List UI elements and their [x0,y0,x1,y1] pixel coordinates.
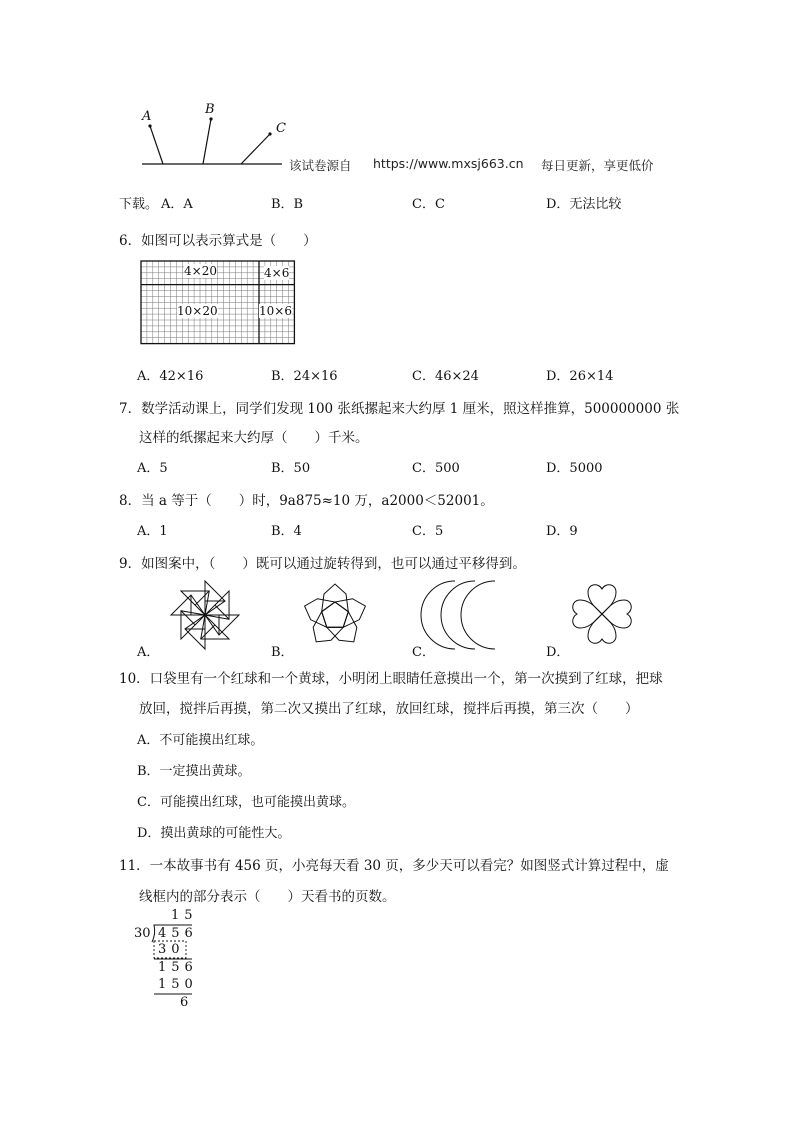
division-step1: 30 [158,942,185,957]
q9-option-c[interactable]: C． [412,645,435,660]
q8-option-d[interactable]: D．9 [546,524,578,539]
q11-line1: 11．一本故事书有 456 页，小亮每天看 30 页，多少天可以看完？如图竖式计算过程中，虚 [119,858,669,874]
q5-option-c[interactable]: C．C [412,197,445,212]
q11-line2: 线框内的部分表示（ ）天看书的页数。 [139,889,396,905]
q9-stem: 9．如图案中，（ ）既可以通过旋转得到，也可以通过平移得到。 [119,556,526,572]
division-step2: 156 [158,960,198,975]
crescents-figure [427,575,517,655]
watermark-prefix: 该试卷源自 [289,158,352,173]
angle-label-c: C [276,121,286,136]
hearts-figure [557,574,647,654]
q8-option-b[interactable]: B．4 [271,524,302,539]
q9-option-b[interactable]: B． [271,645,294,660]
q6-stem: 6．如图可以表示算式是（ ） [119,233,317,249]
q10-option-a[interactable]: A．不可能摸出红球。 [137,733,264,748]
q10-option-c[interactable]: C．可能摸出红球，也可能摸出黄球。 [137,795,355,810]
q6-option-d[interactable]: D．26×14 [546,369,614,384]
watermark-url[interactable]: https://www.mxsj663.cn [373,156,524,171]
division-step3: 150 [158,977,198,992]
pentagon-flower-figure [290,575,380,655]
q7-option-c[interactable]: C．500 [412,461,460,476]
q10-line1: 10．口袋里有一个红球和一个黄球，小明闭上眼睛任意摸出一个，第一次摸到了红球，把球 [119,671,663,687]
grid-label-4x6: 4×6 [264,266,290,280]
pinwheel-figure [160,575,250,655]
q5-option-a[interactable]: A．A [161,197,193,212]
q9-option-d[interactable]: D． [546,645,570,660]
watermark-suffix: 每日更新，享更低价 [541,158,654,173]
grid-label-10x6: 10×6 [259,304,292,318]
q7-option-a[interactable]: A．5 [137,461,168,476]
angle-label-b: B [205,102,215,117]
q7-line1: 7．数学活动课上，同学们发现 100 张纸摞起来大约厚 1 厘米，照这样推算，500000000 张 [119,401,680,417]
q5-lead: 下载。 [119,197,159,212]
q10-option-b[interactable]: B．一定摸出黄球。 [137,764,251,779]
q9-option-a[interactable]: A． [137,645,160,660]
q7-option-b[interactable]: B．50 [271,461,311,476]
q6-option-a[interactable]: A．42×16 [137,369,204,384]
q5-option-b[interactable]: B．B [271,197,304,212]
division-divisor: 30 [134,926,151,941]
q6-option-b[interactable]: B．24×16 [271,369,338,384]
q6-option-c[interactable]: C．46×24 [412,369,479,384]
division-lines [134,908,204,1012]
division-dividend: 456 [158,926,198,941]
q8-stem: 8．当 a 等于（ ）时，9a875≈10 万，a2000＜52001。 [119,493,494,509]
q8-option-c[interactable]: C．5 [412,524,444,539]
q7-option-d[interactable]: D．5000 [546,461,603,476]
q10-option-d[interactable]: D．摸出黄球的可能性大。 [137,826,291,841]
q5-option-d[interactable]: D．无法比较 [546,197,622,212]
grid-label-4x20: 4×20 [184,264,217,278]
division-quotient: 15 [171,908,198,923]
q10-line2: 放回，搅拌后再摸，第二次又摸出了红球，放回红球，搅拌后再摸，第三次（ ） [139,701,639,717]
long-division [134,908,204,1012]
angle-label-a: A [142,109,152,124]
q8-option-a[interactable]: A．1 [137,524,168,539]
division-remainder: 6 [180,995,189,1010]
grid-label-10x20: 10×20 [177,304,218,318]
q7-line2: 这样的纸摞起来大约厚（ ）千米。 [139,430,369,446]
